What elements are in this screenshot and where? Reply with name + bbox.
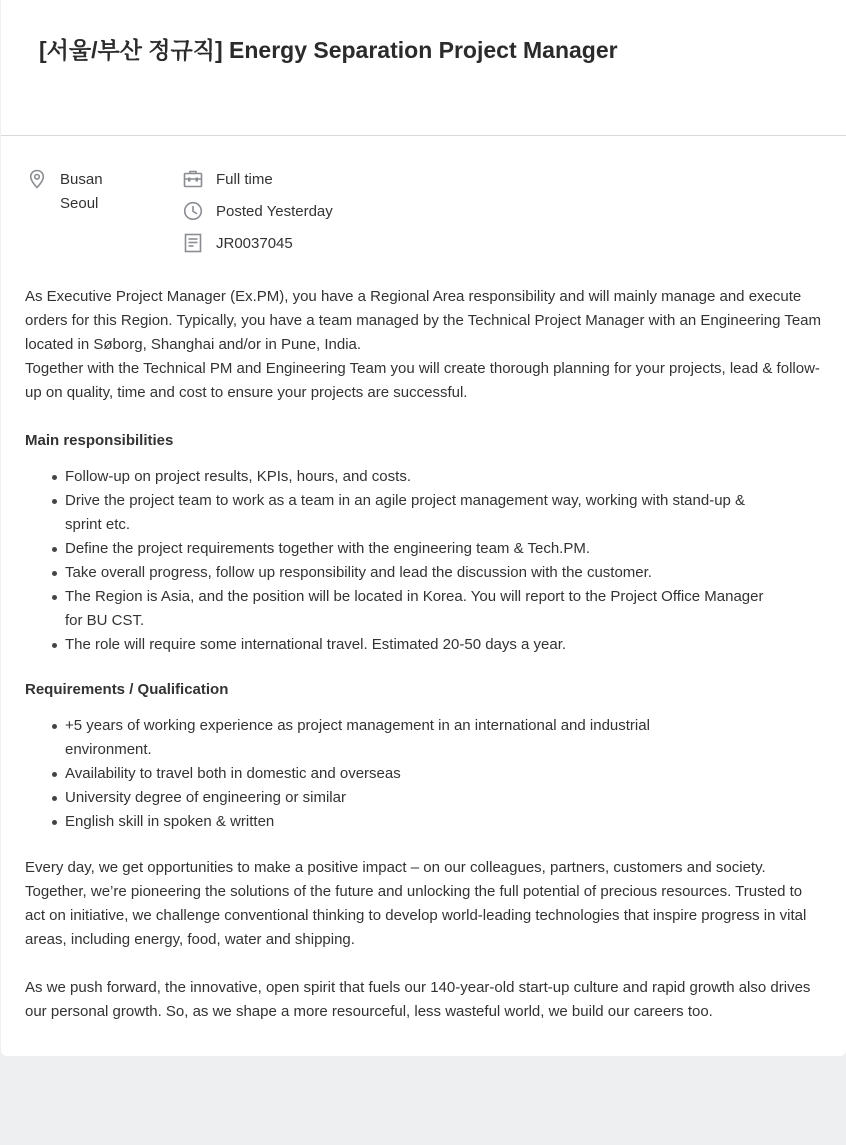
clock-icon bbox=[182, 200, 204, 222]
job-header bbox=[1, 0, 846, 136]
posted-text: Posted Yesterday bbox=[216, 203, 333, 220]
responsibilities-list bbox=[25, 465, 775, 657]
list-item: Availability to travel both in domestic and overseas bbox=[25, 762, 715, 786]
requirements-heading: Requirements / Qualification bbox=[25, 681, 229, 698]
intro-paragraph: Together with the Technical PM and Engineering Team you will create thorough planning for your projects, lead & follow-up on quality, time and cost to ensure your projects are successful. bbox=[25, 360, 820, 401]
job-posted bbox=[182, 200, 333, 224]
list-item: Take overall progress, follow up responsibility and lead the discussion with the customer. bbox=[25, 561, 775, 585]
list-item: The role will require some international travel. Estimated 20-50 days a year. bbox=[25, 633, 775, 657]
time-type-text: Full time bbox=[216, 171, 273, 188]
job-meta bbox=[1, 168, 846, 258]
closing-paragraph: As we push forward, the innovative, open spirit that fuels our 140-year-old start-up culture and rapid growth also drives our personal growth. So, as we shape a more resourceful, less wasteful world, we build our careers too. bbox=[25, 979, 811, 1020]
job-description bbox=[25, 285, 825, 1024]
location-busan: Busan bbox=[60, 171, 103, 188]
briefcase-icon bbox=[182, 168, 204, 190]
job-time-type bbox=[182, 168, 273, 192]
list-item: Define the project requirements together with the engineering team & Tech.PM. bbox=[25, 537, 775, 561]
intro-paragraph: As Executive Project Manager (Ex.PM), you have a Regional Area responsibility and will mainly manage and execute orders for this Region. Typically, you have a team managed by the Technical Project Manager with an Engineering Team located in Søborg, Shanghai and/or in Pune, India. bbox=[25, 288, 822, 353]
responsibilities-heading: Main responsibilities bbox=[25, 432, 174, 449]
job-id-text: JR0037045 bbox=[216, 235, 293, 252]
list-item: English skill in spoken & written bbox=[25, 810, 715, 834]
closing-paragraph: Every day, we get opportunities to make a positive impact – on our colleagues, partners, customers and society. Together, we’re pioneering the solutions of the future and unlocking the full potential of precious resources. Trusted to act on initiative, we challenge conventional thinking to develop world-leading technologies that inspire progress in vital areas, including energy, food, water and shipping. bbox=[25, 859, 807, 948]
job-requisition-id bbox=[182, 232, 293, 256]
location-pin-icon bbox=[26, 168, 48, 190]
list-item: Drive the project team to work as a team in an agile project management way, working with stand-up & sprint etc. bbox=[25, 489, 775, 537]
list-item: +5 years of working experience as project management in an international and industrial environment. bbox=[25, 714, 715, 762]
location-seoul: Seoul bbox=[60, 195, 99, 212]
job-posting-card bbox=[1, 0, 846, 1056]
document-icon bbox=[182, 232, 204, 254]
list-item: University degree of engineering or similar bbox=[25, 786, 715, 810]
requirements-list bbox=[25, 714, 715, 834]
job-location bbox=[26, 168, 103, 216]
list-item: Follow-up on project results, KPIs, hours, and costs. bbox=[25, 465, 775, 489]
job-title: [서울/부산 정규직] Energy Separation Project Manager bbox=[39, 37, 618, 63]
list-item: The Region is Asia, and the position will be located in Korea. You will report to the Project Office Manager for BU CST. bbox=[25, 585, 775, 633]
